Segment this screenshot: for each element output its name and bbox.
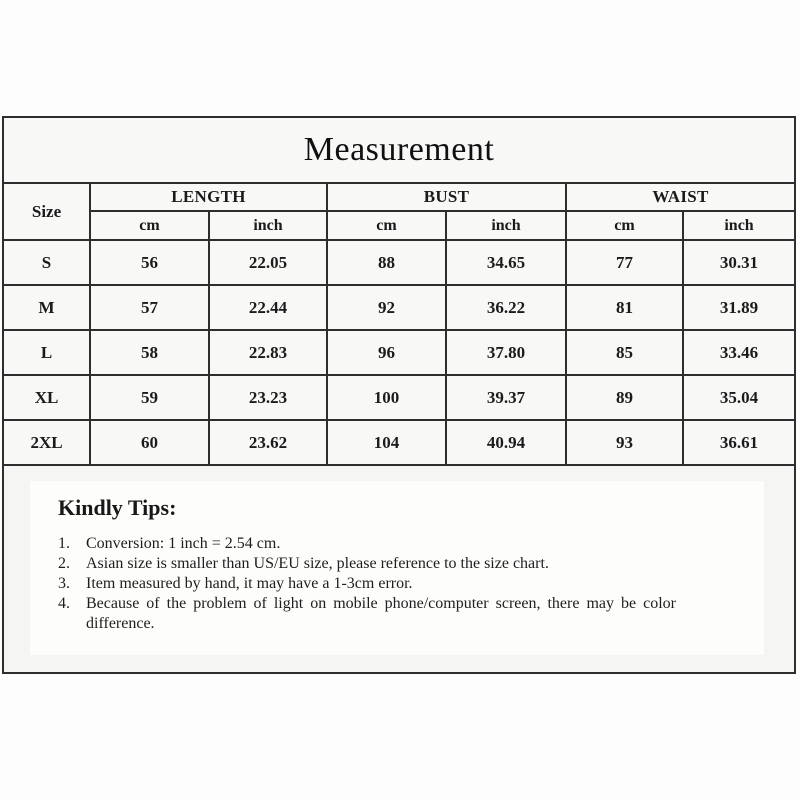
length-cm-value: 60 bbox=[90, 420, 209, 465]
header-group-row bbox=[3, 183, 795, 211]
bust-cm-value: 92 bbox=[327, 285, 446, 330]
table-row-s bbox=[3, 240, 795, 285]
tip-number: 3. bbox=[58, 575, 70, 592]
tip-text: Item measured by hand, it may have a 1-3cm error. bbox=[86, 575, 413, 592]
list-item bbox=[58, 594, 764, 634]
tip-number: 1. bbox=[58, 535, 70, 552]
size-label: L bbox=[3, 330, 90, 375]
bust-inch-value: 36.22 bbox=[446, 285, 566, 330]
waist-inch-value: 35.04 bbox=[683, 375, 795, 420]
measurement-chart-box bbox=[2, 116, 794, 674]
measurement-table bbox=[2, 116, 796, 674]
column-header-bust: BUST bbox=[327, 183, 566, 211]
waist-inch-value: 31.89 bbox=[683, 285, 795, 330]
tips-row bbox=[3, 465, 795, 673]
tip-text: Asian size is smaller than US/EU size, please reference to the size chart. bbox=[86, 555, 549, 572]
tip-text: Because of the problem of light on mobile phone/computer screen, there may be color difference. bbox=[86, 595, 676, 632]
bust-inch-value: 37.80 bbox=[446, 330, 566, 375]
tip-number: 2. bbox=[58, 555, 70, 572]
waist-cm-value: 89 bbox=[566, 375, 683, 420]
unit-header-bust-inch: inch bbox=[446, 211, 566, 240]
bust-inch-value: 39.37 bbox=[446, 375, 566, 420]
table-row-l bbox=[3, 330, 795, 375]
length-inch-value: 22.05 bbox=[209, 240, 327, 285]
unit-header-bust-cm: cm bbox=[327, 211, 446, 240]
list-item bbox=[58, 554, 764, 574]
column-header-length: LENGTH bbox=[90, 183, 327, 211]
bust-cm-value: 104 bbox=[327, 420, 446, 465]
size-label: 2XL bbox=[3, 420, 90, 465]
tips-panel bbox=[30, 481, 764, 655]
bust-inch-value: 34.65 bbox=[446, 240, 566, 285]
table-row-m bbox=[3, 285, 795, 330]
length-inch-value: 23.62 bbox=[209, 420, 327, 465]
waist-cm-value: 81 bbox=[566, 285, 683, 330]
tips-list bbox=[58, 534, 764, 634]
waist-cm-value: 93 bbox=[566, 420, 683, 465]
length-inch-value: 22.83 bbox=[209, 330, 327, 375]
unit-header-length-cm: cm bbox=[90, 211, 209, 240]
size-label: S bbox=[3, 240, 90, 285]
waist-inch-value: 33.46 bbox=[683, 330, 795, 375]
waist-inch-value: 30.31 bbox=[683, 240, 795, 285]
size-label: XL bbox=[3, 375, 90, 420]
bust-cm-value: 100 bbox=[327, 375, 446, 420]
list-item bbox=[58, 574, 764, 594]
unit-header-length-inch: inch bbox=[209, 211, 327, 240]
length-cm-value: 56 bbox=[90, 240, 209, 285]
column-header-waist: WAIST bbox=[566, 183, 795, 211]
unit-header-waist-inch: inch bbox=[683, 211, 795, 240]
bust-inch-value: 40.94 bbox=[446, 420, 566, 465]
column-header-size: Size bbox=[3, 183, 90, 240]
tip-text: Conversion: 1 inch = 2.54 cm. bbox=[86, 535, 281, 552]
waist-cm-value: 77 bbox=[566, 240, 683, 285]
bust-cm-value: 88 bbox=[327, 240, 446, 285]
waist-inch-value: 36.61 bbox=[683, 420, 795, 465]
tip-number: 4. bbox=[58, 595, 70, 612]
header-unit-row bbox=[3, 211, 795, 240]
length-cm-value: 58 bbox=[90, 330, 209, 375]
tips-heading: Kindly Tips: bbox=[58, 495, 177, 520]
size-label: M bbox=[3, 285, 90, 330]
title-row bbox=[3, 117, 795, 183]
length-cm-value: 59 bbox=[90, 375, 209, 420]
table-row-2xl bbox=[3, 420, 795, 465]
length-inch-value: 23.23 bbox=[209, 375, 327, 420]
unit-header-waist-cm: cm bbox=[566, 211, 683, 240]
list-item bbox=[58, 534, 764, 554]
table-row-xl bbox=[3, 375, 795, 420]
waist-cm-value: 85 bbox=[566, 330, 683, 375]
length-cm-value: 57 bbox=[90, 285, 209, 330]
bust-cm-value: 96 bbox=[327, 330, 446, 375]
length-inch-value: 22.44 bbox=[209, 285, 327, 330]
tips-section bbox=[3, 465, 795, 673]
page-title: Measurement bbox=[3, 117, 795, 183]
